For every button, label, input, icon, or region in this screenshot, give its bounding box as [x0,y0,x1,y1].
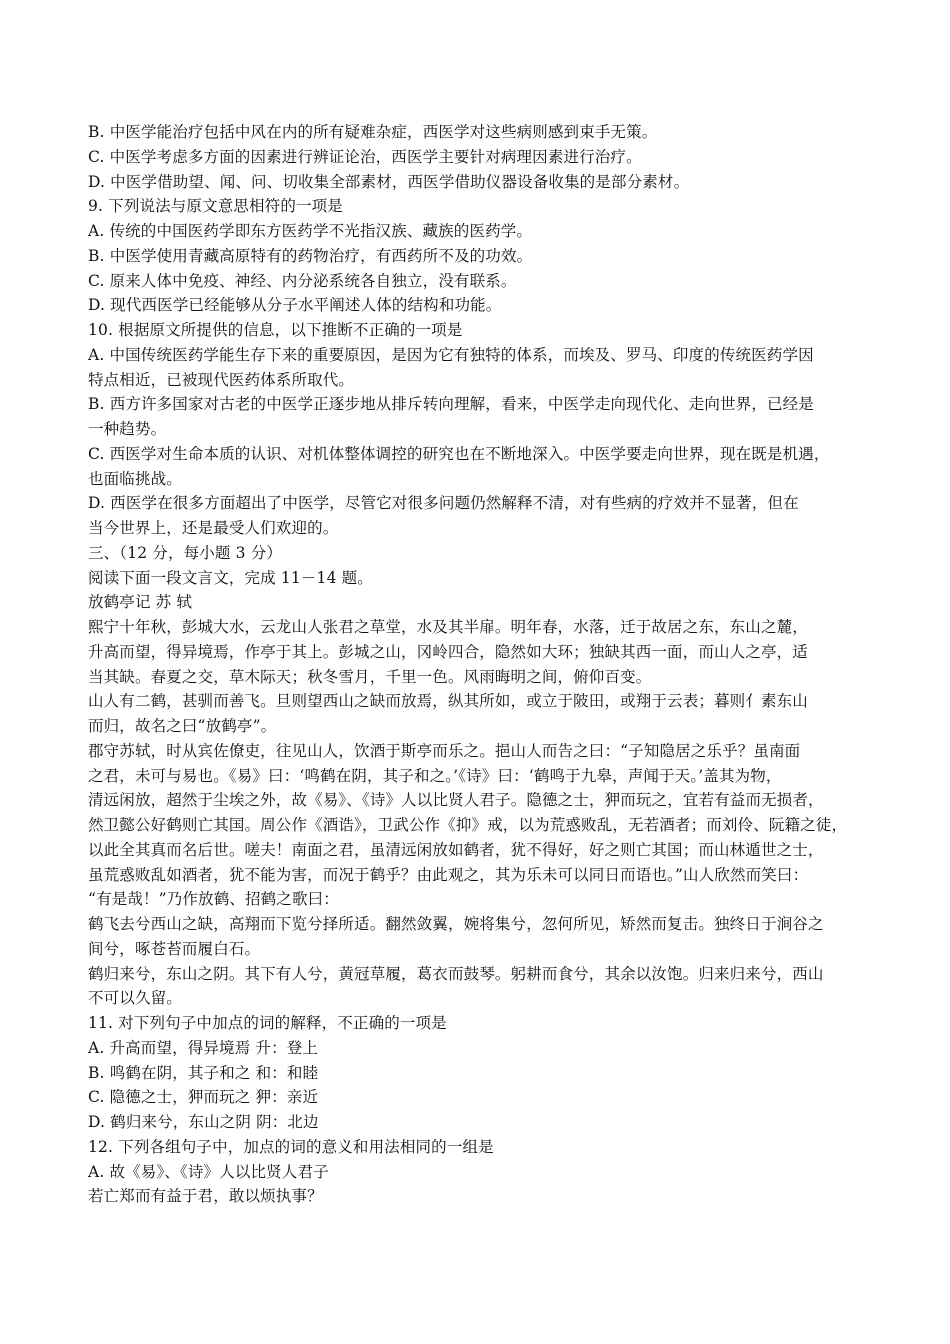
option-line: C. 隐德之士，狎而玩之 狎：亲近 [88,1088,319,1107]
question-heading: 11. 对下列句子中加点的词的解释，不正确的一项是 [88,1014,447,1032]
option-line: C. 原来人体中免疫、神经、内分泌系统各自独立，没有联系。 [88,271,517,290]
passage-line: 山人有二鹤，甚驯而善飞。旦则望西山之缺而放焉，纵其所如，或立于陂田，或翔于云表；暮则亻素东山 [88,692,808,711]
passage-line: 以此全其真而名后世。嗟夫！南面之君，虽清远闲放如鹤者，犹不得好，好之则亡其国；而山林遁世之士， [88,840,824,859]
option-line: D. 鹤归来兮，东山之阴 阴：北边 [88,1113,319,1131]
option-line: B. 中医学使用青藏高原特有的药物治疗，有西药所不及的功效。 [88,246,533,265]
option-line: A. 故《易》、《诗》人以比贤人君子 [88,1162,329,1181]
option-line: D. 现代西医学已经能够从分子水平阐述人体的结构和功能。 [88,296,502,315]
option-line: A. 传统的中国医药学即东方医药学不光指汉族、藏族的医药学。 [88,222,533,240]
passage-line: 清远闲放，超然于尘埃之外，故《易》、《诗》人以比贤人君子。隐德之士，狎而玩之，宜若有益而无损者， [88,791,824,810]
text-line: 也面临挑战。 [88,469,182,488]
question-heading: 10. 根据原文所提供的信息，以下推断不正确的一项是 [88,321,463,339]
option-line: C. 西医学对生命本质的认识、对机体整体调控的研究也在不断地深入。中医学要走向世界，现在既是机遇， [88,444,830,463]
passage-line: 之君，未可与易也。《易》曰：‘鸣鹤在阴，其子和之。’《诗》曰：‘鹤鸣于九皋，声闻于天。’盖其为物， [88,766,782,785]
passage-line: 鹤归来兮，东山之阴。其下有人兮，黄冠草履，葛衣而鼓琴。躬耕而食兮，其余以汝饱。归来归来兮，西山 [88,964,824,983]
passage-line: 虽荒惑败乱如酒者，犹不能为害，而况于鹤乎？由此观之，其为乐未可以同日而语也。”山人欣然而笑曰： [88,865,809,884]
passage-line: 而归，故名之曰“放鹤亭”。 [88,717,277,735]
text-line: B. 中医学能治疗包括中风在内的所有疑难杂症，西医学对这些病则感到束手无策。 [88,123,658,141]
option-line: A. 升高而望，得异境焉 升：登上 [88,1038,319,1057]
text-line: 特点相近，已被现代医药体系所取代。 [88,370,355,389]
passage-line: 郡守苏轼，时从宾佐僚吏，往见山人，饮酒于斯亭而乐之。挹山人而告之曰：“子知隐居之乐乎？虽南面 [88,741,801,760]
text-line: D. 中医学借助望、闻、问、切收集全部素材，西医学借助仪器设备收集的是部分素材。 [88,172,690,191]
option-line: D. 西医学在很多方面超出了中医学，尽管它对很多问题仍然解释不清，对有些病的疗效并不显著，但在 [88,494,799,513]
option-line: B. 西方许多国家对古老的中医学正逐步地从排斥转向理解，看来，中医学走向现代化、走向世界，已经是 [88,395,814,414]
text-line: C. 中医学考虑多方面的因素进行辨证论治，西医学主要针对病理因素进行治疗。 [88,147,642,166]
document-page [88,120,878,1209]
passage-line: 当其缺。春夏之交，草木际天；秋冬雪月，千里一色。风雨晦明之间，俯仰百变。 [88,667,652,686]
section-heading: 三、（12 分，每小题 3 分） [88,543,283,562]
option-line: A. 中国传统医药学能生存下来的重要原因，是因为它有独特的体系，而埃及、罗马、印度的传统医药学因 [88,345,814,364]
passage-line: 升高而望，得异境焉，作亭于其上。彭城之山，冈岭四合，隐然如大环；独缺其西一面，而山人之亭，适 [88,642,808,661]
passage-title: 放鹤亭记 苏 轼 [88,593,193,612]
instruction-line: 阅读下面一段文言文，完成 11－14 题。 [88,568,373,587]
passage-line: 不可以久留。 [88,989,182,1008]
passage-line: 然卫懿公好鹤则亡其国。周公作《酒诰》，卫武公作《抑》戒，以为荒惑败乱，无若酒者；而刘伶、阮籍之徒， [88,816,848,834]
passage-line: “有是哉！”乃作放鹤、招鹤之歌曰： [88,890,339,909]
option-line: B. 鸣鹤在阴，其子和之 和：和睦 [88,1063,319,1082]
text-line: 当今世界上，还是最受人们欢迎的。 [88,519,339,537]
text-line: 一种趋势。 [88,420,167,438]
text-line: 若亡郑而有益于君，敢以烦执事？ [88,1187,323,1206]
passage-line: 间兮，啄苍苔而履白石。 [88,939,261,958]
question-heading: 12. 下列各组句子中，加点的词的意义和用法相同的一组是 [88,1137,494,1156]
passage-line: 鹤飞去兮西山之缺，高翔而下览兮择所适。翻然敛翼，婉将集兮，忽何所见，矫然而复击。独终日于涧谷之 [88,915,824,933]
question-heading: 9. 下列说法与原文意思相符的一项是 [88,197,343,216]
passage-line: 熙宁十年秋，彭城大水，云龙山人张君之草堂，水及其半扉。明年春，水落，迁于故居之东，东山之麓， [88,618,808,636]
